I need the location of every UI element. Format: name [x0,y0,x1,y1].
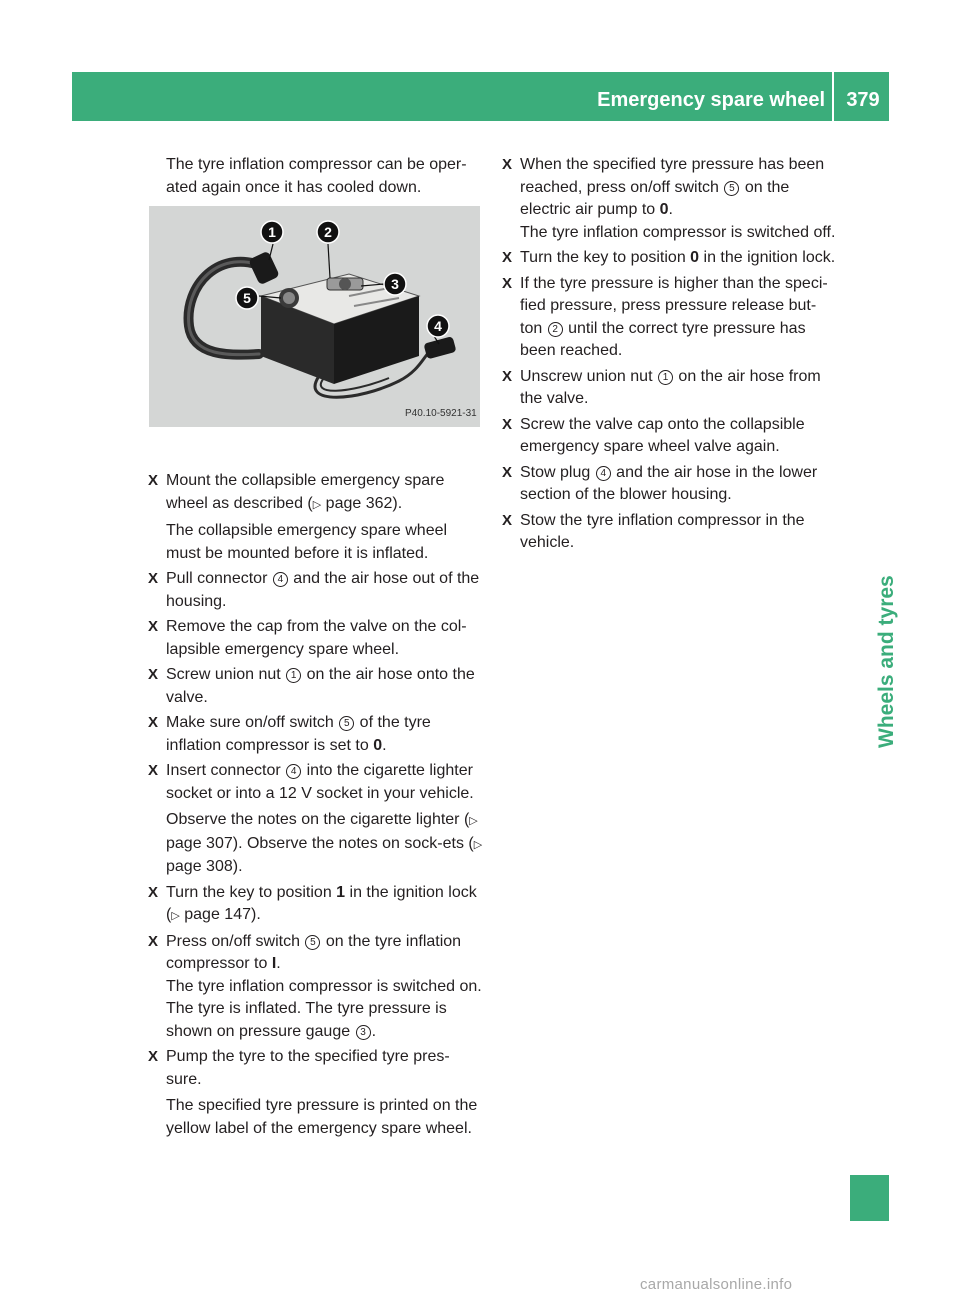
page-number: 379 [846,89,880,111]
step-text: of the tyre inflation compressor is set to [166,714,431,754]
instruction-step [146,712,484,757]
callout-number: 4 [273,572,288,587]
step-text: and the air hose out of the housing. [166,570,480,610]
instruction-step [146,664,484,709]
step-marker: X [502,511,513,529]
callout-1 [260,220,284,244]
step-marker: X [502,367,513,385]
callout-number: 4 [596,466,611,481]
step-text: Press on/off switch [166,932,305,950]
figure-code: P40.10-5921-31 [405,408,477,419]
callout-number: 2 [324,224,332,240]
step-text: If the tyre pressure is higher than the speci-fied pressure, press pressure release but-ton [520,274,828,337]
instruction-step [146,882,484,928]
note-text: The tyre inflation compressor is switched on. The tyre is inflated. The tyre pressure is shown on pressure gauge [166,977,482,1040]
step-text: on the air hose onto the valve. [166,666,475,706]
instruction-step [500,462,838,507]
right-column [500,154,838,555]
instruction-step [146,568,484,613]
page-ref-icon: ▷ [312,498,322,511]
instruction-step [500,414,838,459]
callout-number: 5 [724,181,739,196]
callout-number: 5 [305,935,320,950]
callout-2 [316,220,340,244]
step-text: . [668,201,673,218]
step-marker: X [502,274,513,292]
header-divider [832,72,834,121]
page-ref-icon: ▷ [171,910,180,922]
intro-paragraph: The tyre inflation compressor can be oper-ated again once it has cooled down. [166,156,467,196]
step-marker: X [148,472,159,489]
position-value: 1 [336,883,346,901]
position-value: 0 [659,201,669,218]
step-text: Stow the tyre inflation compressor in the vehicle. [520,511,805,551]
position-value: I [271,955,277,972]
note-text: ). Observe the notes on sock-ets ( [232,834,474,852]
step-text: and the air hose in the lower section of the blower housing. [520,463,818,503]
step-marker: X [148,618,159,635]
page-ref-icon: ▷ [473,838,483,851]
step-marker: X [148,1048,159,1065]
step-text: Mount the collapsible emergency spare wheel as described ( [166,472,445,512]
note-text: . [371,1022,377,1040]
step-text: Pump the tyre to the specified tyre pres-sure. [166,1048,450,1088]
instruction-step [146,760,484,879]
step-text: Turn the key to position [166,883,337,901]
step-text: Insert connector [166,762,286,779]
instruction-step [146,931,484,1044]
instruction-step [146,470,484,565]
watermark: carmanualsonline.info [640,1276,793,1293]
note-text: ). [232,858,243,875]
step-marker: X [148,762,159,779]
instruction-step [146,1046,484,1140]
step-text: When the specified tyre pressure has been reached, press on/off switch [520,156,825,196]
step-text: Pull connector [166,570,272,587]
step-text: Unscrew union nut [520,367,657,385]
page-ref-link[interactable]: page 147 [184,906,251,923]
page-ref-link[interactable]: page 307 [166,834,233,852]
step-note: The specified tyre pressure is printed on the yellow label of the emergency spare wheel. [166,1097,478,1137]
section-title: Emergency spare wheel [597,89,825,111]
callout-number: 1 [268,224,276,240]
callout-number: 1 [658,370,673,385]
step-marker: X [148,714,159,731]
step-text: Stow plug [520,463,595,481]
step-text: ). [392,494,403,512]
instruction-step [500,510,838,555]
compressor-figure [149,206,480,427]
step-note [166,976,484,1044]
instruction-step [500,154,838,244]
callout-number: 4 [434,318,442,334]
step-note [166,809,484,879]
position-value: 0 [373,736,383,754]
instruction-step [146,616,484,661]
step-text: into the cigarette lighter socket or into a 12 V socket in your vehicle. [166,762,474,802]
step-text: Remove the cap from the valve on the col-lapsible emergency spare wheel. [166,618,467,658]
step-text: . [276,955,281,972]
step-marker: X [148,666,159,683]
page-ref-link[interactable]: page 362 [325,494,393,512]
step-text: on the air hose from the valve. [520,367,821,407]
instruction-step [500,366,838,411]
step-note: The tyre inflation compressor is switched off. [520,223,836,241]
step-marker: X [502,156,513,173]
step-marker: X [148,883,159,901]
callout-number: 3 [356,1025,371,1040]
callout-number: 4 [286,764,301,779]
callout-number: 5 [339,716,354,731]
page-ref-link[interactable]: page 308 [166,858,233,875]
step-marker: X [502,415,513,433]
instruction-step [500,273,838,363]
step-text: Screw the valve cap onto the collapsible emergency spare wheel valve again. [520,415,805,455]
instruction-step [500,247,838,270]
step-text: ). [250,906,261,923]
step-text: Screw union nut [166,666,286,683]
callout-4 [426,314,450,338]
position-value: 0 [690,249,700,266]
step-text: until the correct tyre pressure has been reached. [520,319,806,359]
step-text: Turn the key to position [520,249,691,266]
callout-3 [383,272,407,296]
step-text: in the ignition lock. [699,249,836,266]
step-text: in the ignition lock ( [166,883,477,923]
step-text: on the tyre inflation compressor to [166,932,462,972]
step-marker: X [502,463,513,481]
step-marker: X [148,932,159,950]
page-ref-icon: ▷ [469,815,478,827]
chapter-tab-marker [850,1175,889,1221]
callout-5 [235,286,259,310]
callout-number: 3 [391,276,399,292]
step-marker: X [148,570,159,587]
step-text: . [382,736,387,754]
step-note: The collapsible emergency spare wheel must be mounted before it is inflated. [166,522,448,562]
callout-number: 1 [286,668,301,683]
callout-number: 5 [243,290,251,306]
callout-number: 2 [548,322,563,337]
note-text: Observe the notes on the cigarette lighter ( [166,811,470,828]
step-text: Make sure on/off switch [166,714,339,731]
step-text: on the electric air pump to [520,178,790,218]
chapter-tab-label: Wheels and tyres [875,575,898,748]
step-marker: X [502,249,513,266]
